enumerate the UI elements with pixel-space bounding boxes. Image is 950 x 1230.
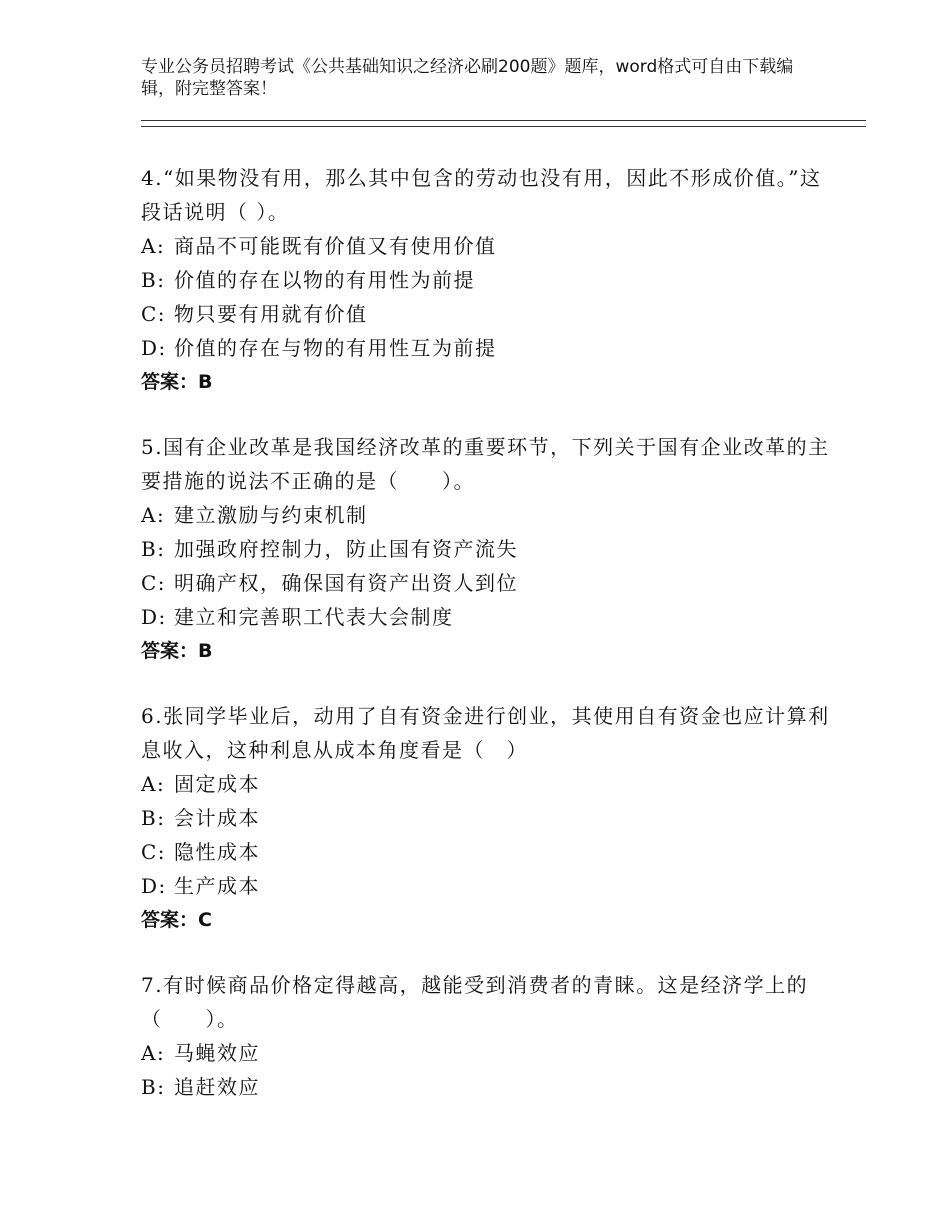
question-stem: 5.国有企业改革是我国经济改革的重要环节，下列关于国有企业改革的主要措施的说法不正确的是（ ）。 bbox=[141, 435, 830, 493]
option-text: 追赶效应 bbox=[174, 1075, 260, 1099]
option-text: 会计成本 bbox=[174, 806, 260, 830]
option-text: 明确产权，确保国有资产出资人到位 bbox=[174, 571, 518, 595]
option-text: 隐性成本 bbox=[174, 840, 260, 864]
option-text: 价值的存在以物的有用性为前提 bbox=[174, 268, 475, 292]
option-b bbox=[141, 1070, 831, 1104]
option-b bbox=[141, 263, 831, 297]
option-b bbox=[141, 801, 831, 835]
option-letter: B: bbox=[141, 1075, 166, 1099]
question-stem: 7.有时候商品价格定得越高，越能受到消费者的青睐。这是经济学上的（ ）。 bbox=[141, 973, 809, 1031]
option-letter: C: bbox=[141, 302, 167, 326]
option-d bbox=[141, 600, 831, 634]
option-d bbox=[141, 331, 831, 365]
option-text: 建立和完善职工代表大会制度 bbox=[174, 605, 454, 629]
answer-key: 答案：B bbox=[141, 640, 213, 662]
option-letter: D: bbox=[141, 605, 167, 629]
option-text: 价值的存在与物的有用性互为前提 bbox=[174, 336, 497, 360]
option-letter: B: bbox=[141, 806, 166, 830]
option-d bbox=[141, 869, 831, 903]
option-letter: A: bbox=[141, 772, 166, 796]
option-letter: C: bbox=[141, 571, 167, 595]
option-text: 建立激励与约束机制 bbox=[174, 503, 368, 527]
option-a bbox=[141, 498, 831, 532]
option-letter: B: bbox=[141, 537, 166, 561]
option-a bbox=[141, 229, 831, 263]
option-letter: B: bbox=[141, 268, 166, 292]
option-letter: A: bbox=[141, 234, 166, 258]
header-divider bbox=[141, 120, 866, 127]
option-a bbox=[141, 767, 831, 801]
option-text: 生产成本 bbox=[174, 874, 260, 898]
option-letter: A: bbox=[141, 1041, 166, 1065]
question-stem: 6.张同学毕业后，动用了自有资金进行创业，其使用自有资金也应计算利息收入，这种利息从成本角度看是（ ） bbox=[141, 704, 830, 762]
question-stem: 4.“如果物没有用，那么其中包含的劳动也没有用，因此不形成价值。”这段话说明（ ）。 bbox=[141, 166, 822, 224]
question-item bbox=[141, 430, 831, 668]
option-c bbox=[141, 297, 831, 331]
option-letter: D: bbox=[141, 874, 167, 898]
option-letter: A: bbox=[141, 503, 166, 527]
option-c bbox=[141, 835, 831, 869]
option-text: 物只要有用就有价值 bbox=[174, 302, 368, 326]
option-letter: D: bbox=[141, 336, 167, 360]
option-a bbox=[141, 1036, 831, 1070]
question-list bbox=[141, 161, 831, 1135]
option-c bbox=[141, 566, 831, 600]
question-item bbox=[141, 161, 831, 399]
question-item bbox=[141, 968, 831, 1104]
question-item bbox=[141, 699, 831, 937]
answer-key: 答案：B bbox=[141, 371, 213, 393]
option-text: 商品不可能既有价值又有使用价值 bbox=[174, 234, 497, 258]
option-text: 加强政府控制力，防止国有资产流失 bbox=[174, 537, 518, 561]
option-text: 马蝇效应 bbox=[174, 1041, 260, 1065]
option-text: 固定成本 bbox=[174, 772, 260, 796]
option-letter: C: bbox=[141, 840, 167, 864]
option-b bbox=[141, 532, 831, 566]
answer-key: 答案：C bbox=[141, 909, 212, 931]
page-header: 专业公务员招聘考试《公共基础知识之经济必刷200题》题库，word格式可自由下载编辑，附完整答案！ bbox=[141, 57, 794, 99]
